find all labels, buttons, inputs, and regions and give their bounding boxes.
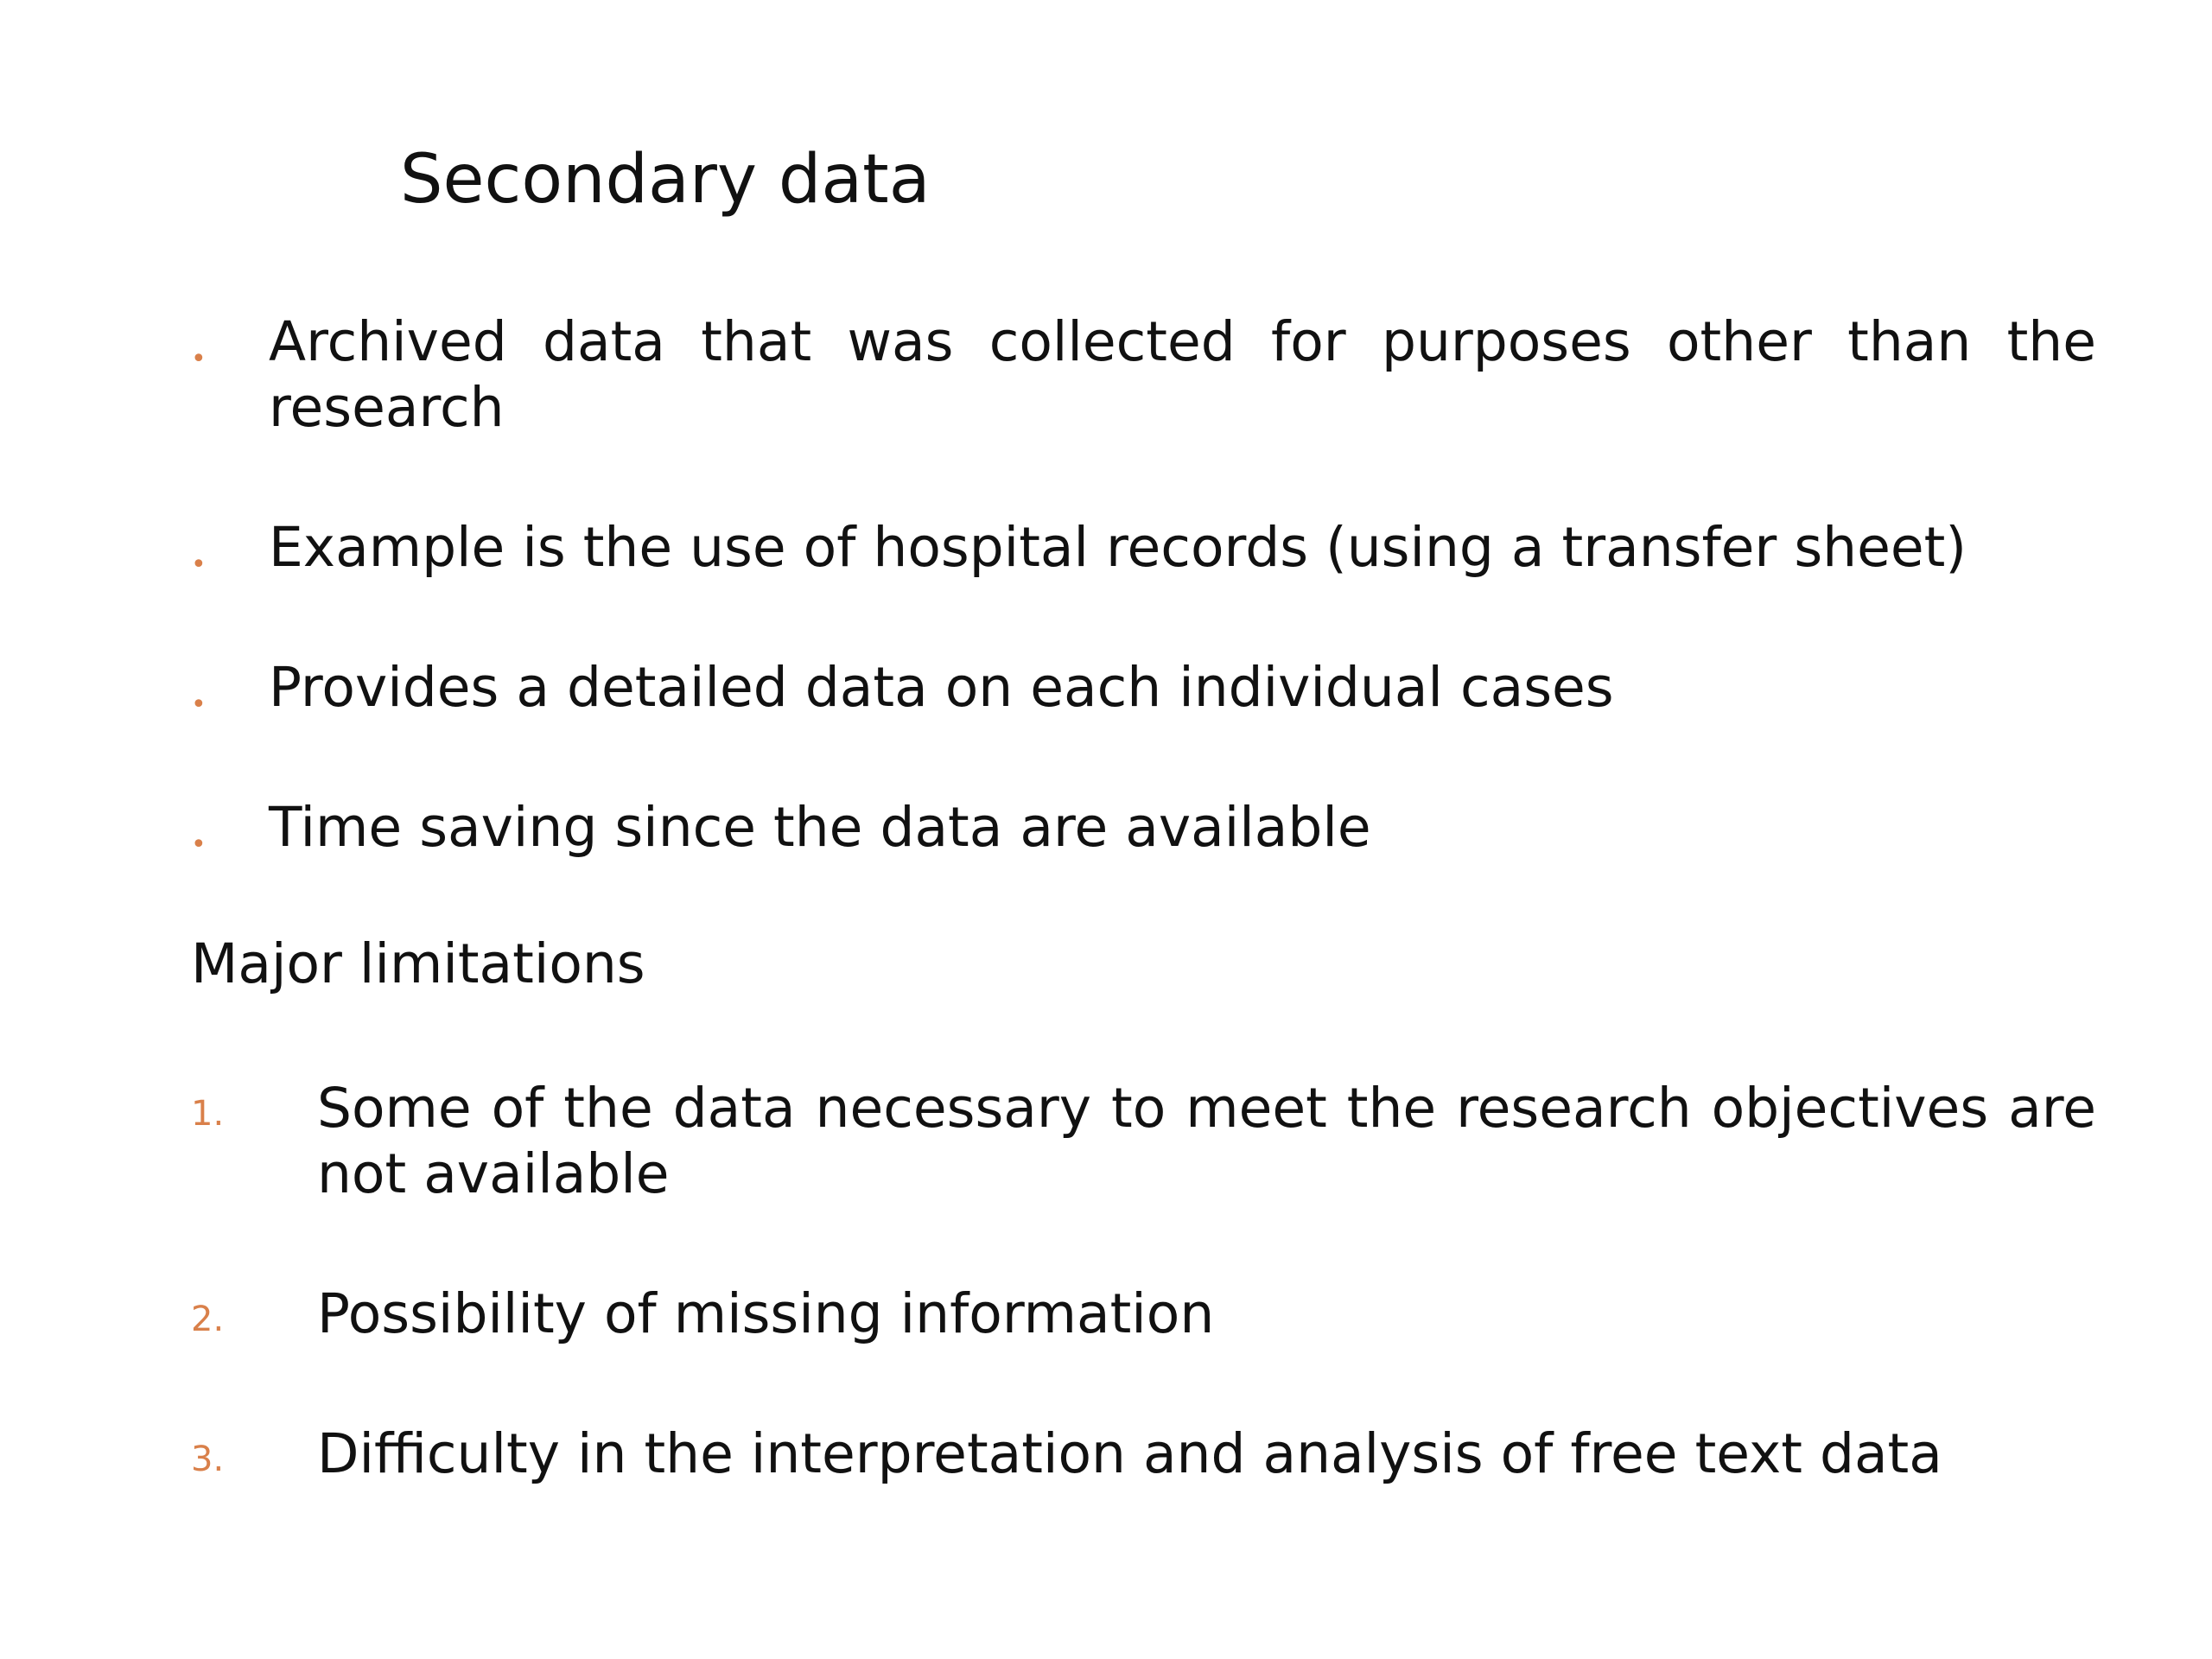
bullet-item bbox=[191, 795, 2096, 861]
bullet-marker: • bbox=[191, 690, 207, 720]
slide-title: Secondary data bbox=[400, 141, 931, 219]
numbered-item bbox=[191, 1421, 2096, 1487]
bullet-marker: • bbox=[191, 550, 207, 580]
bullet-item bbox=[191, 515, 2096, 581]
bullet-text: Provides a detailed data on each individual cases bbox=[269, 656, 1614, 719]
bullet-marker: • bbox=[191, 830, 207, 860]
bullet-item bbox=[191, 655, 2096, 721]
bullet-text: Archived data that was collected for purposes other than the research bbox=[269, 310, 2096, 439]
numbered-item-text: Some of the data necessary to meet the research objectives are not available bbox=[317, 1077, 2096, 1205]
numbered-item bbox=[191, 1076, 2096, 1207]
bullet-text: Time saving since the data are available bbox=[269, 796, 1371, 859]
bullet-item bbox=[191, 309, 2096, 441]
item-number: 3. bbox=[191, 1440, 225, 1479]
bullet-marker: • bbox=[191, 344, 207, 374]
bullet-text: Example is the use of hospital records (using a transfer sheet) bbox=[269, 516, 1967, 579]
numbered-item-text: Possibility of missing information bbox=[317, 1282, 1215, 1345]
numbered-item bbox=[191, 1281, 2096, 1347]
item-number: 2. bbox=[191, 1300, 225, 1339]
item-number: 1. bbox=[191, 1094, 225, 1134]
numbered-item-text: Difficulty in the interpretation and analysis of free text data bbox=[317, 1422, 1942, 1485]
limitations-heading: Major limitations bbox=[191, 932, 645, 995]
